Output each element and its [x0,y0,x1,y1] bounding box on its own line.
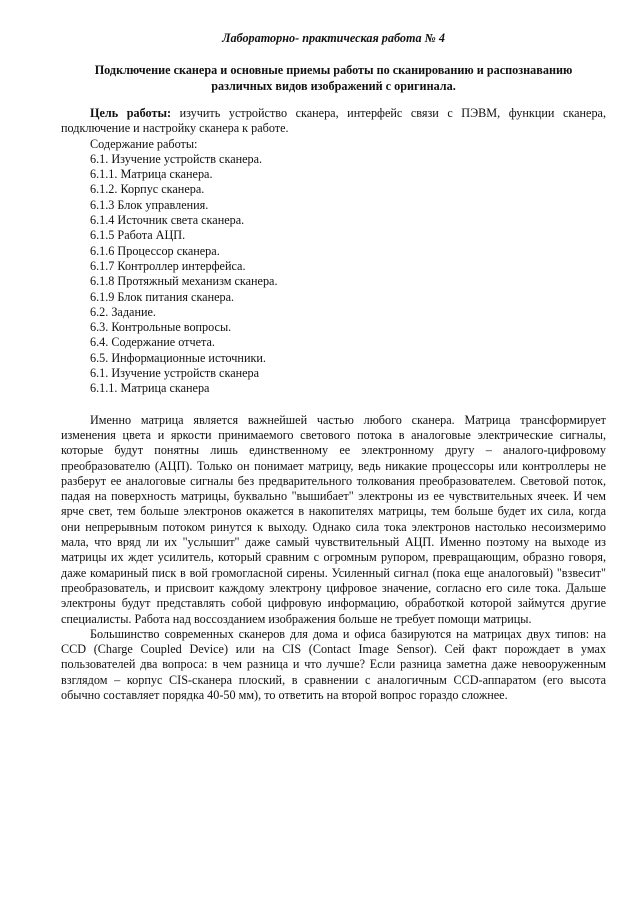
contents-item: 6.2. Задание. [90,304,156,319]
subsection-heading: 6.1.1. Матрица сканера [90,381,210,396]
document-subtitle: Подключение сканера и основные приемы работы по сканированию и распознаванию различных видов изображений с оригинала. [94,63,573,93]
contents-item: 6.1.8 Протяжный механизм сканера. [90,274,278,289]
contents-item: 6.1.5 Работа АЦП. [90,228,186,243]
document-page [61,31,606,703]
document-title: Лабораторно- практическая работа № 4 [222,31,445,45]
contents-item: 6.1.6 Процессор сканера. [90,243,220,258]
contents-item: 6.1.3 Блок управления. [90,197,209,212]
body-paragraph: Именно матрица является важнейшей частью любого сканера. Матрица трансформирует изменения цвета и яркости принимаемого светового потока в аналоговые электрические сигналы, которые будут понятны лишь единственному ее электронному другу – аналого-цифровому преобразователю (АЦП). Только он понимает матрицу, ведь никакие процессоры или контроллеры не разберут ее аналоговые сигналы без предварительного толкования преобразователем. Световой поток, падая на поверхность матрицы, буквально "вышибает" электроны из ее чувствительных ячеек. И чем ярче свет, тем больше электронов окажется в накопителях матрицы, тем больше будет их сила, когда они непрерывным потоком ринутся к выходу. Однако сила тока электронов настолько несоизмеримо мала, что вряд ли их "услышит" даже самый чувствительный АЦП. Именно поэтому на выходе из матрицы их ждет усилитель, который сравним с огромным рупором, превращающим, образно говоря, даже комариный писк в вой громогласной сирены. Усиленный сигнал (пока еще аналоговый) "взвесит" преобразователь, и присвоит каждому электрону цифровое значение, согласно его силе тока. Дальше электроны будут представлять собой цифровую информацию, обработкой которой займутся другие специалисты. Работа над воссозданием изображения больше не требует помощи матрицы. [61,412,606,626]
contents-heading: Содержание работы: [90,136,198,151]
contents-list [61,137,606,397]
contents-item: 6.1. Изучение устройств сканера. [90,151,263,166]
contents-item: 6.5. Информационные источники. [90,350,266,365]
goal-label: Цель работы: [90,106,172,120]
section-heading: 6.1. Изучение устройств сканера [90,366,260,381]
contents-item: 6.1.4 Источник света сканера. [90,213,245,228]
contents-item: 6.1.7 Контроллер интерфейса. [90,258,246,273]
contents-item: 6.3. Контрольные вопросы. [90,320,232,335]
contents-item: 6.4. Содержание отчета. [90,335,215,350]
goal-text: изучить устройство сканера, интерфейс связи с ПЭВМ, функции сканера, подключение и настройку сканера к работе. [61,106,606,136]
contents-item: 6.1.2. Корпус сканера. [90,182,205,197]
contents-item: 6.1.9 Блок питания сканера. [90,289,235,304]
contents-item: 6.1.1. Матрица сканера. [90,167,213,182]
goal-paragraph [61,106,606,137]
body-paragraph: Большинство современных сканеров для дома и офиса базируются на матрицах двух типов: на CCD (Charge Coupled Device) или на CIS (Contact Image Sensor). Сей факт порождает в умах пользователей два вопроса: в чем разница и что лучше? Если разница заметна даже невооруженным взглядом – корпус CIS-сканера плоский, в сравнении с аналогичным CCD-аппаратом (его высота обычно составляет порядка 40-50 мм), то ответить на второй вопрос гораздо сложнее. [61,626,606,702]
